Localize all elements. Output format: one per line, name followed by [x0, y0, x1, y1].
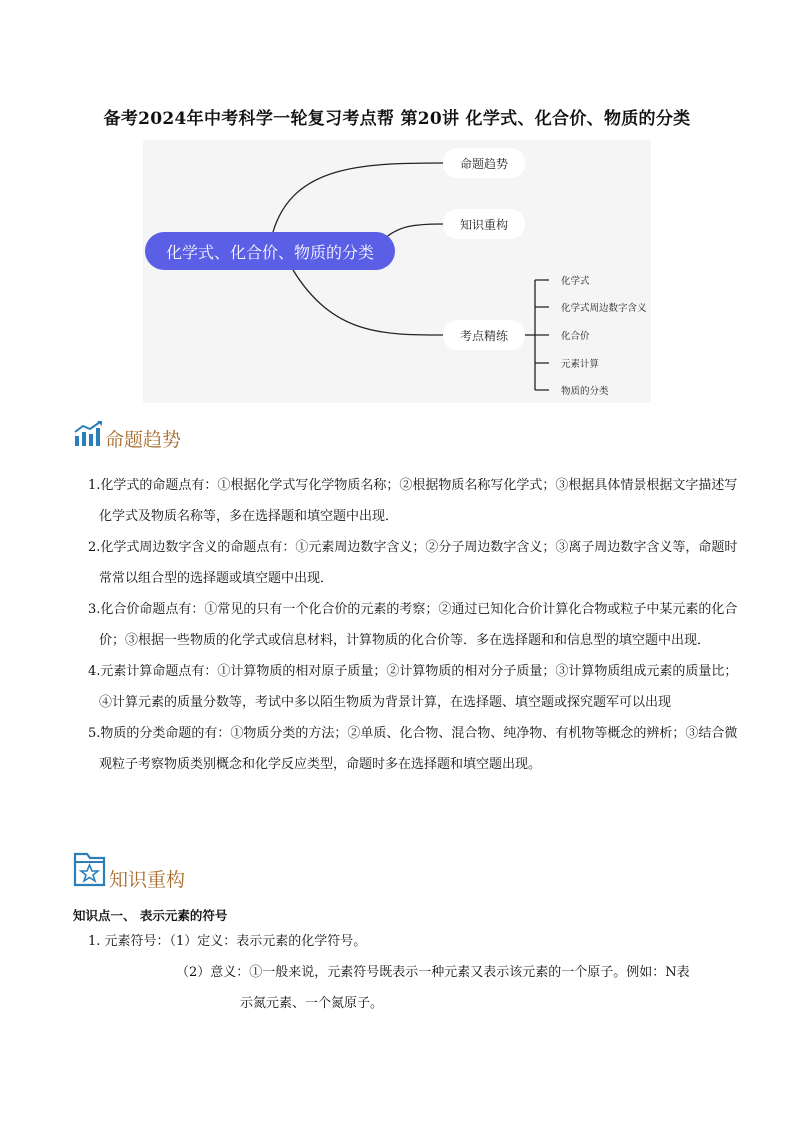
- knowledge-point-title: 知识点一、 表示元素的符号: [73, 908, 228, 923]
- mind-map-branch-trend: 命题趋势: [443, 148, 525, 178]
- knowledge-line: 示氮元素、一个氮原子。: [240, 996, 384, 1011]
- mind-map-leaf: 物质的分类: [561, 386, 609, 397]
- trend-item: 3.化合价命题点有：①常见的只有一个化合价的元素的考察；②通过已知化合价计算化合物或粒子中某元素的化合价；③根据一些物质的化学式或信息材料，计算物质的化合价等．多在选择题和和信息型的填空题中出现．: [88, 602, 738, 648]
- section-heading-label: 知识重构: [109, 869, 186, 891]
- trend-item: 4.元素计算命题点有：①计算物质的相对原子质量；②计算物质的相对分子质量；③计算物质组成元素的质量比；④计算元素的质量分数等，考试中多以陌生物质为背景计算，在选择题、填空题或探究题军可以出现: [88, 664, 738, 710]
- star-folder-icon: [73, 852, 107, 892]
- knowledge-line: （2）意义：①一般来说，元素符号既表示一种元素又表示该元素的一个原子。例如：N表: [176, 965, 690, 980]
- mind-map: [143, 140, 651, 403]
- knowledge-line: 1. 元素符号：（1）定义：表示元素的化学符号。: [88, 934, 367, 949]
- mind-map-root: 化学式、化合价、物质的分类: [145, 232, 395, 270]
- trend-list: [88, 470, 738, 780]
- section-heading-trend: [73, 420, 181, 452]
- mind-map-leaf: 化学式: [561, 276, 590, 287]
- mind-map-branch-knowledge: 知识重构: [443, 209, 525, 239]
- trend-item: 2.化学式周边数字含义的命题点有：①元素周边数字含义；②分子周边数字含义；③离子周边数字含义等，命题时常常以组合型的选择题或填空题中出现．: [88, 540, 738, 586]
- section-heading-label: 命题趋势: [105, 429, 182, 451]
- mind-map-leaf: 化学式周边数字含义: [561, 303, 647, 314]
- mind-map-leaf: 化合价: [561, 331, 590, 342]
- trend-item: 5.物质的分类命题的有：①物质分类的方法；②单质、化合物、混合物、纯净物、有机物等概念的辨析；③结合微观粒子考察物质类别概念和化学反应类型，命题时多在选择题和填空题出现。: [88, 726, 738, 772]
- bar-chart-icon: [73, 420, 103, 452]
- document-title: 备考2024年中考科学一轮复习考点帮 第20讲 化学式、化合价、物质的分类: [103, 109, 691, 129]
- trend-item: 1.化学式的命题点有：①根据化学式写化学物质名称；②根据物质名称写化学式；③根据具体情景根据文字描述写化学式及物质名称等，多在选择题和填空题中出现．: [88, 478, 738, 524]
- mind-map-leaf: 元素计算: [561, 359, 600, 370]
- section-heading-knowledge: [73, 852, 185, 892]
- mind-map-branch-practice: 考点精练: [443, 320, 525, 350]
